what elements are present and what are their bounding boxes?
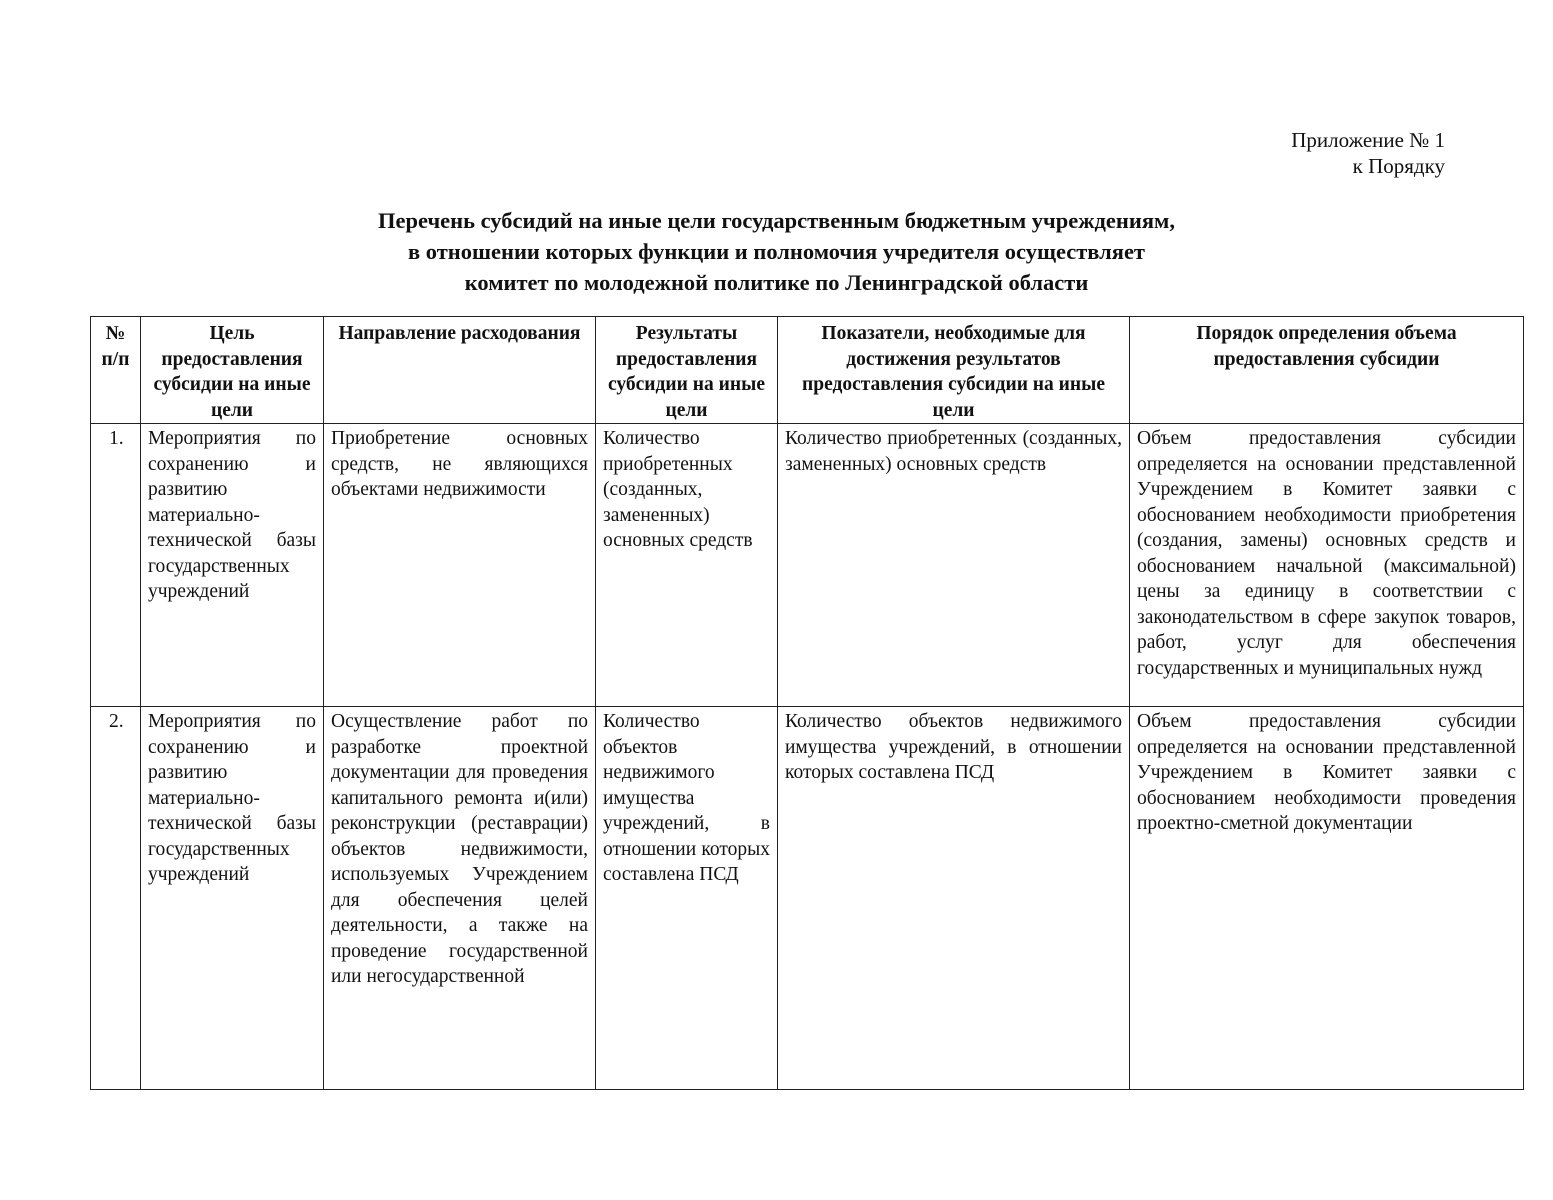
cell-direction: Приобретение основных средств, не являющихся объектами недвижимости [324,424,596,707]
subsidies-table [90,316,1524,1090]
table-row [91,424,1524,707]
table-header-row [91,317,1524,424]
cell-goal: Мероприятия по сохранению и развитию материально-технической базы государственных учреждений [141,424,324,707]
title-line-1: Перечень субсидий на иные цели государственным бюджетным учреждениям, [378,208,1175,233]
header-number: № п/п [91,317,141,424]
cell-direction: Осуществление работ по разработке проектной документации для проведения капитального ремонта и(или) реконструкции (реставрации) объектов недвижимости, используемых Учреждением для обеспечения целей деятельности, а также на проведение государственной или негосударственной [324,707,596,1090]
title-line-3: комитет по молодежной политике по Ленинградской области [464,270,1089,295]
header-direction: Направление расходования [324,317,596,424]
header-goal: Цель предоставления субсидии на иные цели [141,317,324,424]
cell-results: Количество приобретенных (созданных, замененных) основных средств [596,424,778,707]
appendix-line-2: к Порядку [1352,154,1445,178]
cell-indicators: Количество приобретенных (созданных, замененных) основных средств [778,424,1130,707]
appendix-label [1291,127,1445,179]
document-title [0,205,1553,298]
cell-procedure: Объем предоставления субсидии определяется на основании представленной Учреждением в Комитет заявки с обоснованием необходимости проведения проектно-сметной документации [1130,707,1524,1090]
title-line-2: в отношении которых функции и полномочия учредителя осуществляет [408,239,1145,264]
cell-results: Количество объектов недвижимого имущества учреждений, в отношении которых составлена ПСД [596,707,778,1090]
header-results: Результаты предоставления субсидии на иные цели [596,317,778,424]
cell-goal: Мероприятия по сохранению и развитию материально-технической базы государственных учреждений [141,707,324,1090]
table-row [91,707,1524,1090]
cell-number: 1. [91,424,141,707]
cell-procedure: Объем предоставления субсидии определяется на основании представленной Учреждением в Комитет заявки с обоснованием необходимости приобретения (создания, замены) основных средств и обоснованием начальной (максимальной) цены за единицу в соответствии с законодательством в сфере закупок товаров, работ, услуг для обеспечения государственных и муниципальных нужд [1130,424,1524,707]
cell-number: 2. [91,707,141,1090]
header-indicators: Показатели, необходимые для достижения результатов предоставления субсидии на иные цели [778,317,1130,424]
appendix-line-1: Приложение № 1 [1291,128,1445,152]
header-procedure: Порядок определения объема предоставления субсидии [1130,317,1524,424]
cell-indicators: Количество объектов недвижимого имущества учреждений, в отношении которых составлена ПСД [778,707,1130,1090]
